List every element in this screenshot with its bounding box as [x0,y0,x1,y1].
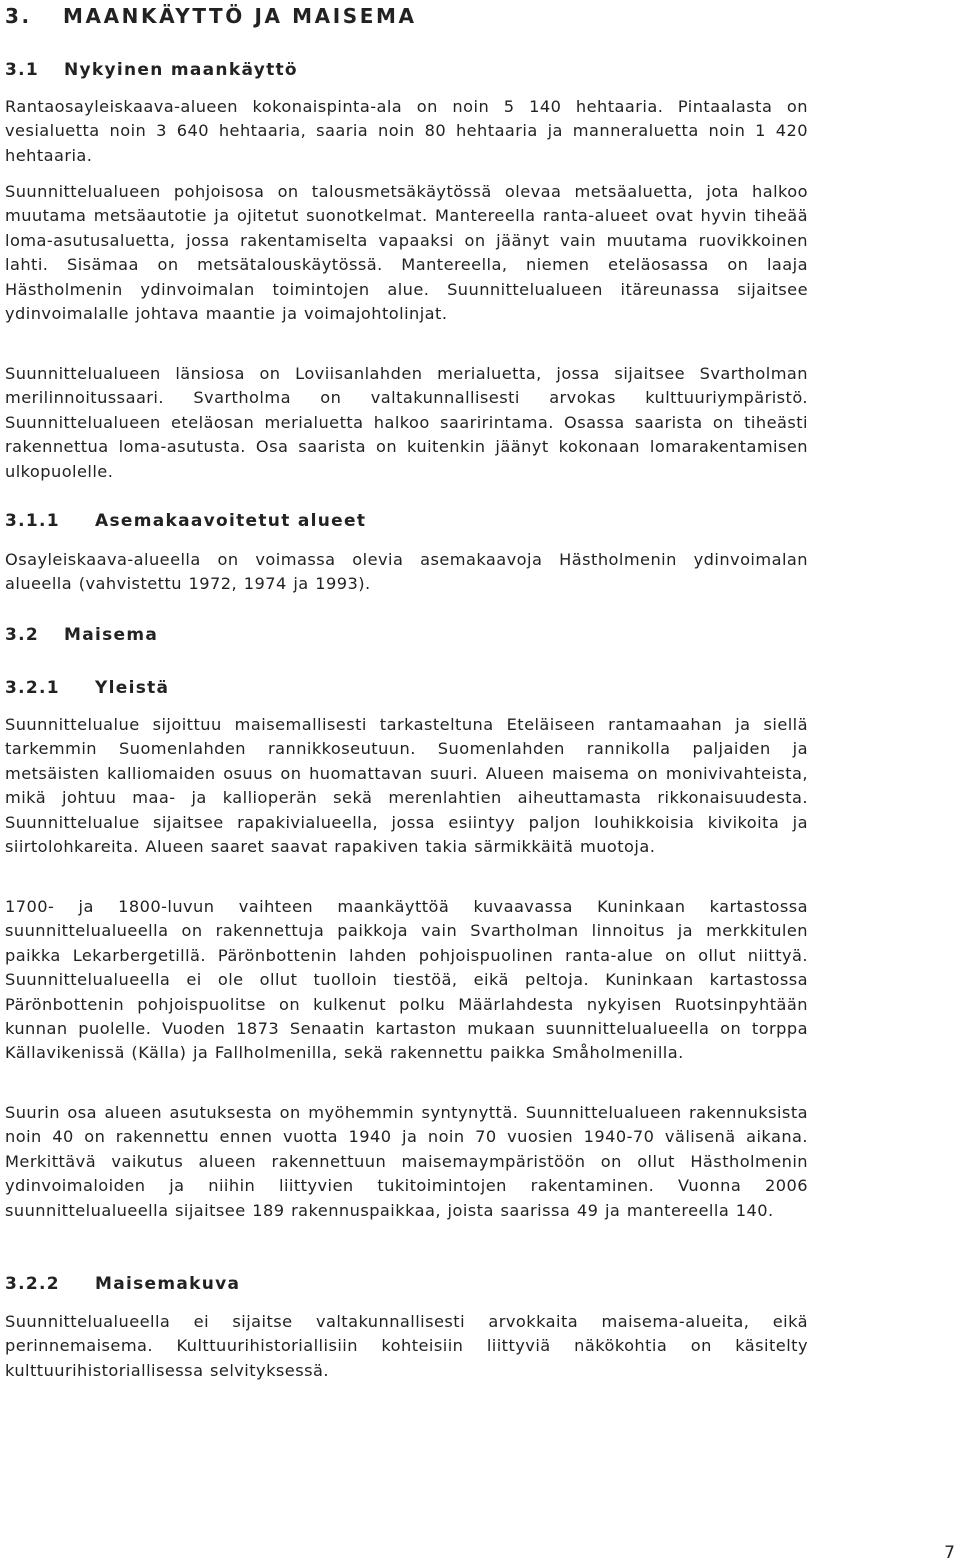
paragraph-settlement: Suurin osa alueen asutuksesta on myöhemmin syntynyttä. Suunnittelualueen rakennuksista noin 40 on rakennettu ennen vuotta 1940 ja noin 70 vuosien 1940-70 välisenä aikana. Merkittävä vaikutus alueen rakennettuun maisemaympäristöön on ollut Hästholmenin ydinvoimaloiden ja niihin liittyvien tukitoimintojen rakentaminen. Vuonna 2006 suunnittelualueella sijaitsee 189 rakennuspaikkaa, joista saarissa 49 ja mantereella 140. [5,1103,808,1220]
section-heading-3-2-2 [5,1274,240,1294]
section-heading-3-2-1 [5,678,169,698]
section-title: Yleistä [95,678,170,698]
section-heading-3-2 [5,625,158,645]
section-number: 3.2.1 [5,678,60,698]
section-title: Asemakaavoitetut alueet [95,511,367,531]
section-title: Maisemakuva [95,1274,241,1294]
chapter-heading [5,4,417,28]
paragraph-historical-maps: 1700- ja 1800-luvun vaihteen maankäyttöä kuvaavassa Kuninkaan kartastossa suunnittelualueella on rakennettuja paikkoja vain Svartholman linnoitus ja merkkitulen paikka Lekarbergetillä. Pärönbottenin lahden pohjoispuolinen ranta-alue on ollut niittyä. Suunnittelualueella ei ole ollut tuolloin tiestöä, eikä peltoja. Kuninkaan kartastossa Pärönbottenin pohjoispuolitse on kulkenut polku Määrlahdesta nykyisen Ruotsinpyhtään kunnan puolelle. Vuoden 1873 Senaatin kartaston mukaan suunnittelualueella on torppa Källavikenissä (Källa) ja Fallholmenilla, sekä rakennettu paikka Småholmenilla. [5,897,808,1063]
section-title: Maisema [64,625,159,645]
section-number: 3.2 [5,625,40,645]
section-heading-3-1 [5,60,298,80]
paragraph-northern-part: Suunnittelualueen pohjoisosa on talousmetsäkäytössä olevaa metsäaluetta, jota halkoo muutama metsäautotie ja ojitetut suonotkelmat. Mantereella ranta-alueet ovat hyvin tiheää loma-asutusaluetta, jossa rakentamiselta vapaaksi on jäänyt vain muutama ruovikkoinen lahti. Sisämaa on metsätalouskäytössä. Mantereella, niemen eteläosassa on laaja Hästholmenin ydinvoimalan toimintojen alue. Suunnittelualueen itäreunassa sijaitsee ydinvoimalalle johtava maantie ja voimajohtolinjat. [5,182,808,324]
chapter-number: 3. [5,4,32,28]
section-number: 3.1 [5,60,40,80]
paragraph-landscape-general: Suunnittelualue sijoittuu maisemallisesti tarkasteltuna Eteläiseen rantamaahan ja siellä tarkemmin Suomenlahden rannikkoseutuun. Suomenlahden rannikolla paljaiden ja metsäisten kalliomaiden osuus on huomattavan suuri. Alueen maisema on monivivahteista, mikä johtuu maa- ja kallioperän sekä merenlahtien aiheuttamasta rikkonaisuudesta. Suunnittelualue sijaitsee rapakivialueella, jossa esiintyy paljon louhikkoisia kivikoita ja siirtolohkareita. Alueen saaret saavat rapakiven takia särmikkäitä muotoja. [5,715,808,857]
paragraph-land-area: Rantaosayleiskaava-alueen kokonaispinta-ala on noin 5 140 hehtaaria. Pintaalasta on vesialuetta noin 3 640 hehtaaria, saaria noin 80 hehtaaria ja manneraluetta noin 1 420 hehtaaria. [5,97,808,165]
section-heading-3-1-1 [5,511,366,531]
section-number: 3.1.1 [5,511,60,531]
paragraph-western-part: Suunnittelualueen länsiosa on Loviisanlahden merialuetta, jossa sijaitsee Svartholman merilinnoitussaari. Svartholma on valtakunnallisesti arvokas kulttuuriympäristö. Suunnittelualueen eteläosan merialuetta halkoo saaririntama. Osassa saarista on tiheästi rakennettua loma-asutusta. Osa saarista on kuitenkin jäänyt kokonaan lomarakentamisen ulkopuolelle. [5,364,808,481]
paragraph-detailed-plans: Osayleiskaava-alueella on voimassa olevia asemakaavoja Hästholmenin ydinvoimalan alueella (vahvistettu 1972, 1974 ja 1993). [5,550,808,594]
chapter-title: MAANKÄYTTÖ JA MAISEMA [63,4,417,28]
section-number: 3.2.2 [5,1274,60,1294]
section-title: Nykyinen maankäyttö [64,60,298,80]
paragraph-landscape-view: Suunnittelualueella ei sijaitse valtakunnallisesti arvokkaita maisema-alueita, eikä perinnemaisema. Kulttuurihistoriallisiin kohteisiin liittyviä näkökohtia on käsitelty kulttuurihistoriallisessa selvityksessä. [5,1312,808,1380]
page-number: 7 [944,1543,955,1563]
